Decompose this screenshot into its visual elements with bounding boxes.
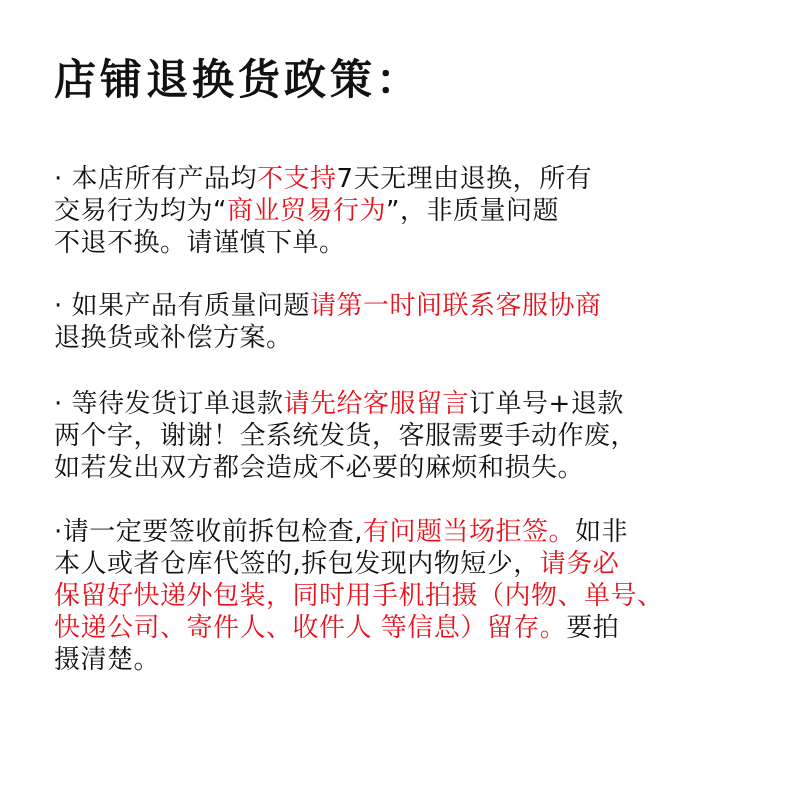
policy-line <box>54 580 784 612</box>
policy-line <box>54 163 784 195</box>
page-title: 店铺退换货政策： <box>54 55 423 104</box>
text-segment: 两个字，谢谢！全系统发货，客服需要手动作废， <box>54 421 638 451</box>
highlight-segment: 快递公司、寄件人、收件人 等信息）留存。 <box>54 613 567 643</box>
policy-line <box>54 322 784 354</box>
policy-section-refund <box>54 388 784 484</box>
policy-line <box>54 227 784 259</box>
text-segment: 交易行为均为“ <box>54 196 227 226</box>
policy-line <box>54 195 784 227</box>
policy-section-no-return <box>54 163 784 259</box>
highlight-segment: 请第一时间联系客服协商 <box>310 291 602 321</box>
text-segment: · 如果产品有质量问题 <box>54 291 311 321</box>
policy-line <box>54 644 784 676</box>
text-segment: 如非 <box>575 517 629 547</box>
policy-line <box>54 452 784 484</box>
highlight-segment: 商业贸易行为 <box>226 196 386 226</box>
policy-line <box>54 548 784 580</box>
text-segment: ·请一定要签收前拆包检查, <box>54 517 364 547</box>
text-segment: ”，非质量问题 <box>386 196 559 226</box>
text-segment: 订单号+退款 <box>469 389 624 419</box>
text-segment: 不退不换。请谨慎下单。 <box>54 228 346 258</box>
highlight-segment: 有问题当场拒签。 <box>363 517 576 547</box>
text-segment: · 本店所有产品均 <box>54 164 258 194</box>
text-segment: 本人或者仓库代签的,拆包发现内物短少， <box>54 549 540 579</box>
text-segment: · 等待发货订单退款 <box>54 389 284 419</box>
highlight-segment: 请先给客服留言 <box>283 389 470 419</box>
policy-line <box>54 290 784 322</box>
highlight-segment: 保留好快递外包装，同时用手机拍摄（内物、单号、 <box>54 581 664 611</box>
highlight-segment: 请务必 <box>539 549 620 579</box>
policy-line <box>54 420 784 452</box>
text-segment: 如若发出双方都会造成不必要的麻烦和损失。 <box>54 453 585 483</box>
text-segment: 要拍 <box>566 613 620 643</box>
policy-line <box>54 516 784 548</box>
policy-section-quality-issue <box>54 290 784 354</box>
text-segment: 摄清楚。 <box>54 645 161 675</box>
text-segment: 7天无理由退换，所有 <box>336 164 593 194</box>
policy-section-inspection <box>54 516 784 676</box>
policy-line <box>54 612 784 644</box>
highlight-segment: 不支持 <box>257 164 337 194</box>
policy-line <box>54 388 784 420</box>
text-segment: 退换货或补偿方案。 <box>54 323 293 353</box>
